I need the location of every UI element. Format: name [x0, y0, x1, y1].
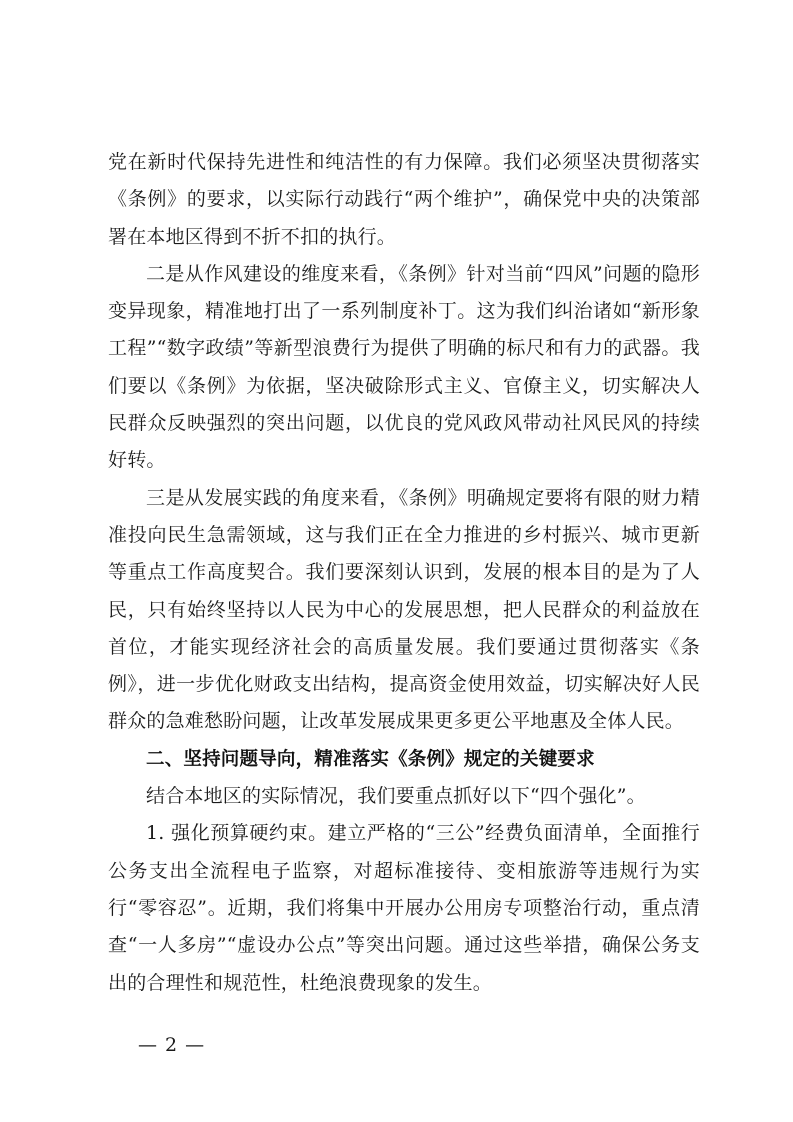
- document-body: [108, 144, 700, 1002]
- page-number: — 2 —: [138, 1034, 206, 1056]
- section-intro: 结合本地区的实际情况，我们要重点抓好以下“四个强化”。: [146, 785, 646, 808]
- list-item-budget-constraint: 1. 强化预算硬约束。建立严格的“三公”经费负面清单，全面推行公务支出全流程电子监察，对超标准接待、变相旅游等违规行为实行“零容忍”。近期，我们将集中开展办公用房专项整治行动，重点清查“一人多房”“虚设办公点”等突出问题。通过这些举措，确保公务支出的合理性和规范性，杜绝浪费现象的发生。: [108, 822, 700, 994]
- paragraph-style-dimension: 二是从作风建设的维度来看，《条例》针对当前“四风”问题的隐形变异现象，精准地打出了一系列制度补丁。这为我们纠治诸如“新形象工程”“数字政绩”等新型浪费行为提供了明确的标尺和有力的武器。我们要以《条例》为依据，坚决破除形式主义、官僚主义，切实解决人民群众反映强烈的突出问题，以优良的党风政风带动社风民风的持续好转。: [108, 262, 700, 472]
- paragraph-continuation: 党在新时代保持先进性和纯洁性的有力保障。我们必须坚决贯彻落实《条例》的要求，以实际行动践行“两个维护”，确保党中央的决策部署在本地区得到不折不扣的执行。: [108, 151, 700, 248]
- paragraph-development-dimension: 三是从发展实践的角度来看，《条例》明确规定要将有限的财力精准投向民生急需领域，这与我们正在全力推进的乡村振兴、城市更新等重点工作高度契合。我们要深刻认识到，发展的根本目的是为了人民，只有始终坚持以人民为中心的发展思想，把人民群众的利益放在首位，才能实现经济社会的高质量发展。我们要通过贯彻落实《条例》，进一步优化财政支出结构，提高资金使用效益，切实解决好人民群众的急难愁盼问题，让改革发展成果更多更公平地惠及全体人民。: [108, 486, 700, 733]
- section-heading: 二、坚持问题导向，精准落实《条例》规定的关键要求: [146, 748, 595, 770]
